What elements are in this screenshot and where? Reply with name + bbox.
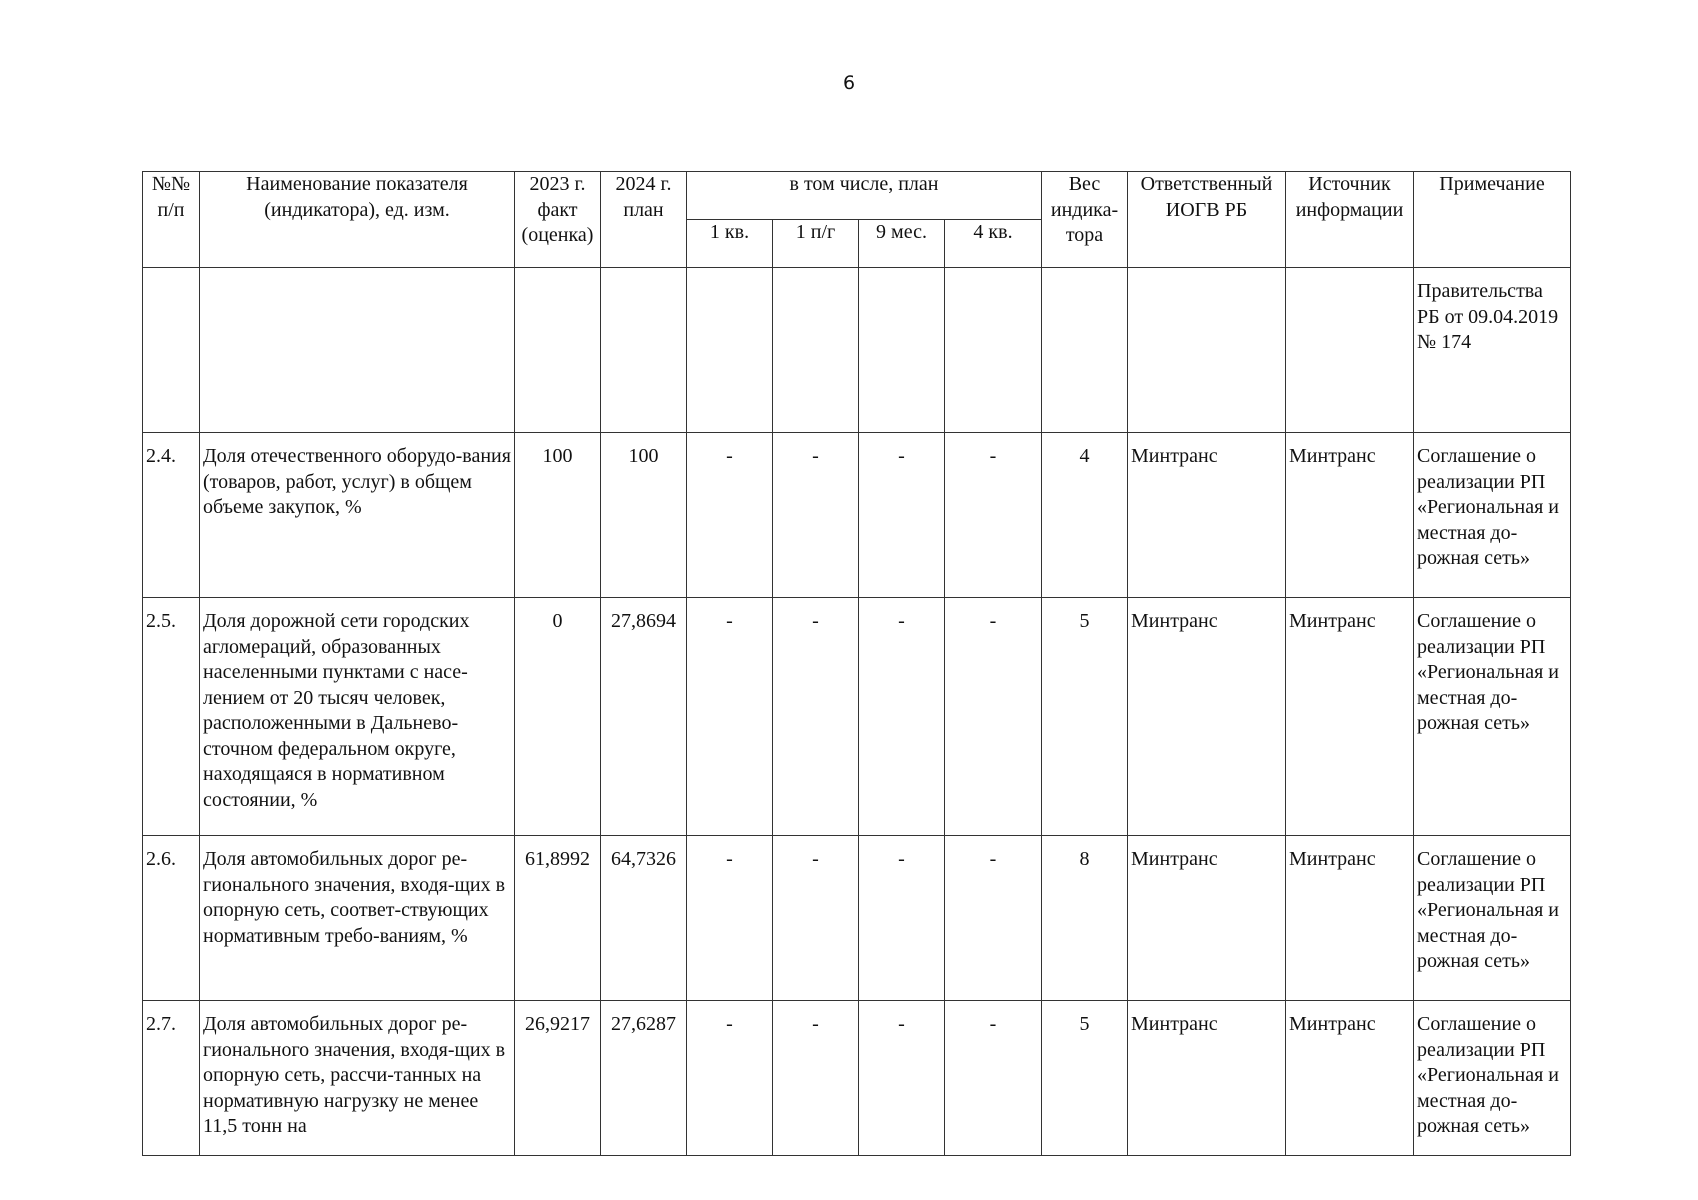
cell-q4: - [945, 433, 1042, 598]
cell-weight: 5 [1042, 1001, 1128, 1156]
cell-q1: - [687, 433, 773, 598]
cell-name: Доля автомобильных дорог ре-гионального значения, входя-щих в опорную сеть, соответ-ствующих нормативным требо-ваниям, % [200, 836, 515, 1001]
cell-source [1286, 268, 1414, 433]
cell-weight [1042, 268, 1128, 433]
cell-responsible: Минтранс [1128, 836, 1286, 1001]
cell-num: 2.5. [143, 598, 200, 836]
cell-weight: 8 [1042, 836, 1128, 1001]
cell-q1 [687, 268, 773, 433]
cell-plan: 27,6287 [601, 1001, 687, 1156]
cell-fact [515, 268, 601, 433]
cell-weight: 4 [1042, 433, 1128, 598]
cell-h1: - [773, 598, 859, 836]
cell-plan: 100 [601, 433, 687, 598]
cell-responsible: Минтранс [1128, 1001, 1286, 1156]
cell-plan: 64,7326 [601, 836, 687, 1001]
header-source: Источник информации [1286, 172, 1414, 268]
header-q4: 4 кв. [945, 220, 1042, 268]
cell-plan: 27,8694 [601, 598, 687, 836]
header-note: Примечание [1414, 172, 1571, 268]
cell-note: Соглашение о реализации РП «Региональная и местная до-рожная сеть» [1414, 598, 1571, 836]
cell-q1: - [687, 836, 773, 1001]
cell-source: Минтранс [1286, 836, 1414, 1001]
cell-num: 2.4. [143, 433, 200, 598]
cell-note: Соглашение о реализации РП «Региональная и местная до-рожная сеть» [1414, 836, 1571, 1001]
cell-fact: 100 [515, 433, 601, 598]
cell-q4: - [945, 836, 1042, 1001]
table-row [143, 836, 1571, 1001]
cell-h1: - [773, 433, 859, 598]
cell-9-months [859, 268, 945, 433]
cell-name: Доля отечественного оборудо-вания (товаров, работ, услуг) в общем объеме закупок, % [200, 433, 515, 598]
header-responsible: Ответственный ИОГВ РБ [1128, 172, 1286, 268]
cell-9-months: - [859, 433, 945, 598]
cell-h1: - [773, 1001, 859, 1156]
cell-note: Правительства РБ от 09.04.2019 № 174 [1414, 268, 1571, 433]
cell-fact: 61,8992 [515, 836, 601, 1001]
cell-source: Минтранс [1286, 598, 1414, 836]
cell-9-months: - [859, 1001, 945, 1156]
cell-note: Соглашение о реализации РП «Региональная и местная до-рожная сеть» [1414, 433, 1571, 598]
cell-name: Доля дорожной сети городских агломераций, образованных населенными пунктами с насе-лением от 20 тысяч человек, расположенными в Дальнево-сточном федеральном округе, находящаяся в нормативном состоянии, % [200, 598, 515, 836]
cell-responsible: Минтранс [1128, 433, 1286, 598]
cell-9-months: - [859, 598, 945, 836]
header-q1: 1 кв. [687, 220, 773, 268]
cell-num: 2.6. [143, 836, 200, 1001]
table-row [143, 268, 1571, 433]
header-fact-2023: 2023 г. факт (оценка) [515, 172, 601, 268]
cell-h1 [773, 268, 859, 433]
cell-q1: - [687, 1001, 773, 1156]
cell-q4 [945, 268, 1042, 433]
table-row [143, 598, 1571, 836]
cell-fact: 0 [515, 598, 601, 836]
cell-q1: - [687, 598, 773, 836]
cell-num [143, 268, 200, 433]
cell-h1: - [773, 836, 859, 1001]
table-row [143, 1001, 1571, 1156]
table-row [143, 433, 1571, 598]
cell-note: Соглашение о реализации РП «Региональная и местная до-рожная сеть» [1414, 1001, 1571, 1156]
cell-q4: - [945, 598, 1042, 836]
cell-9-months: - [859, 836, 945, 1001]
cell-name: Доля автомобильных дорог ре-гионального значения, входя-щих в опорную сеть, рассчи-танных на нормативную нагрузку не менее 11,5 тонн на [200, 1001, 515, 1156]
header-including-plan: в том числе, план [687, 172, 1042, 220]
cell-source: Минтранс [1286, 1001, 1414, 1156]
cell-name [200, 268, 515, 433]
header-name: Наименование показателя (индикатора), ед. изм. [200, 172, 515, 268]
cell-source: Минтранс [1286, 433, 1414, 598]
header-plan-2024: 2024 г. план [601, 172, 687, 268]
cell-weight: 5 [1042, 598, 1128, 836]
cell-plan [601, 268, 687, 433]
header-weight: Вес индика-тора [1042, 172, 1128, 268]
indicators-table [142, 171, 1571, 1156]
cell-q4: - [945, 1001, 1042, 1156]
page-number: 6 [842, 72, 856, 94]
header-h1: 1 п/г [773, 220, 859, 268]
cell-num: 2.7. [143, 1001, 200, 1156]
header-num: №№ п/п [143, 172, 200, 268]
cell-fact: 26,9217 [515, 1001, 601, 1156]
cell-responsible [1128, 268, 1286, 433]
cell-responsible: Минтранс [1128, 598, 1286, 836]
header-9-months: 9 мес. [859, 220, 945, 268]
